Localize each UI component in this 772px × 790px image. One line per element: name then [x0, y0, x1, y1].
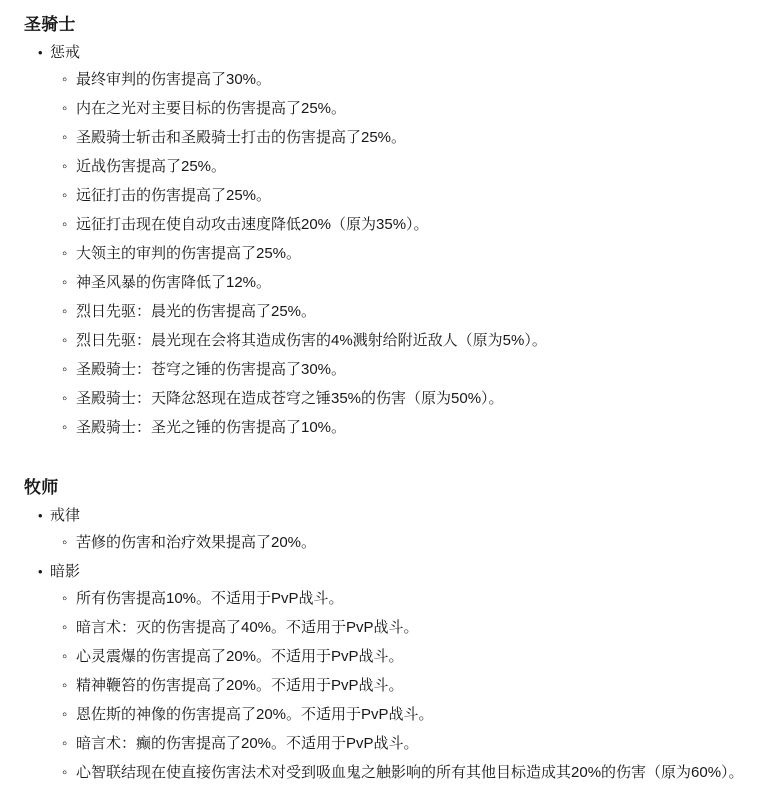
- note-text: 苦修的伤害和治疗效果提高了20%。: [76, 534, 317, 551]
- circle-bullet-icon: [62, 759, 76, 788]
- class-title: 圣骑士: [24, 15, 76, 34]
- circle-bullet-icon: [62, 529, 76, 558]
- circle-bullet-icon: [62, 153, 76, 182]
- note-text: 最终审判的伤害提高了30%。: [76, 71, 272, 88]
- circle-bullet-icon: [62, 95, 76, 124]
- note-text: 烈日先驱：晨光的伤害提高了25%。: [76, 303, 317, 320]
- circle-bullet-icon: [62, 730, 76, 759]
- circle-bullet-icon: [62, 298, 76, 327]
- spec-item: [24, 560, 756, 788]
- note-text: 心灵震爆的伤害提高了20%。不适用于PvP战斗。: [76, 648, 404, 665]
- circle-bullet-icon: [62, 356, 76, 385]
- spec-list: [24, 504, 756, 788]
- note-item: [24, 414, 756, 443]
- note-text: 所有伤害提高10%。不适用于PvP战斗。: [76, 590, 344, 607]
- spec-name-row: [24, 41, 756, 64]
- circle-bullet-icon: [62, 240, 76, 269]
- spec-list: [24, 41, 756, 443]
- note-text: 远征打击现在使自动攻击速度降低20%（原为35%）。: [76, 216, 429, 233]
- class-title: 牧师: [24, 478, 59, 497]
- spec-name: 暗影: [50, 563, 81, 580]
- note-text: 恩佐斯的神像的伤害提高了20%。不适用于PvP战斗。: [76, 706, 434, 723]
- note-item: [24, 356, 756, 385]
- section-spacer: [24, 447, 756, 473]
- note-list: [24, 66, 756, 443]
- note-item: [24, 240, 756, 269]
- note-text: 精神鞭笞的伤害提高了20%。不适用于PvP战斗。: [76, 677, 404, 694]
- note-item: [24, 327, 756, 356]
- note-text: 烈日先驱：晨光现在会将其造成伤害的4%溅射给附近敌人（原为5%）。: [76, 332, 547, 349]
- note-item: [24, 585, 756, 614]
- note-text: 心智联结现在使直接伤害法术对受到吸血鬼之触影响的所有其他目标造成其20%的伤害（原为60%）。: [76, 764, 744, 781]
- spec-name-row: [24, 560, 756, 583]
- note-item: [24, 95, 756, 124]
- note-item: [24, 614, 756, 643]
- note-item: [24, 730, 756, 759]
- note-text: 暗言术：灭的伤害提高了40%。不适用于PvP战斗。: [76, 619, 419, 636]
- circle-bullet-icon: [62, 385, 76, 414]
- note-text: 神圣风暴的伤害降低了12%。: [76, 274, 272, 291]
- note-text: 大领主的审判的伤害提高了25%。: [76, 245, 302, 262]
- circle-bullet-icon: [62, 414, 76, 443]
- disc-bullet-icon: [38, 41, 50, 64]
- note-item: [24, 153, 756, 182]
- note-item: [24, 529, 756, 558]
- note-item: [24, 124, 756, 153]
- spec-item: [24, 504, 756, 558]
- circle-bullet-icon: [62, 701, 76, 730]
- note-item: [24, 269, 756, 298]
- circle-bullet-icon: [62, 211, 76, 240]
- class-section-priest: [24, 473, 756, 788]
- note-item: [24, 701, 756, 730]
- circle-bullet-icon: [62, 614, 76, 643]
- circle-bullet-icon: [62, 269, 76, 298]
- note-item: [24, 298, 756, 327]
- note-text: 圣殿骑士：天降忿怒现在造成苍穹之锤35%的伤害（原为50%）。: [76, 390, 504, 407]
- note-item: [24, 66, 756, 95]
- spec-item: [24, 41, 756, 443]
- circle-bullet-icon: [62, 585, 76, 614]
- spec-name: 戒律: [50, 507, 81, 524]
- note-list: [24, 585, 756, 788]
- note-text: 远征打击的伤害提高了25%。: [76, 187, 272, 204]
- note-text: 圣殿骑士：苍穹之锤的伤害提高了30%。: [76, 361, 347, 378]
- circle-bullet-icon: [62, 66, 76, 95]
- note-item: [24, 211, 756, 240]
- note-text: 圣殿骑士斩击和圣殿骑士打击的伤害提高了25%。: [76, 129, 407, 146]
- class-section-paladin: [24, 10, 756, 443]
- note-text: 内在之光对主要目标的伤害提高了25%。: [76, 100, 347, 117]
- note-text: 暗言术：癫的伤害提高了20%。不适用于PvP战斗。: [76, 735, 419, 752]
- disc-bullet-icon: [38, 504, 50, 527]
- circle-bullet-icon: [62, 124, 76, 153]
- note-item: [24, 385, 756, 414]
- note-text: 圣殿骑士：圣光之锤的伤害提高了10%。: [76, 419, 347, 436]
- circle-bullet-icon: [62, 672, 76, 701]
- circle-bullet-icon: [62, 643, 76, 672]
- spec-name: 惩戒: [50, 44, 81, 61]
- circle-bullet-icon: [62, 327, 76, 356]
- note-text: 近战伤害提高了25%。: [76, 158, 227, 175]
- note-item: [24, 182, 756, 211]
- note-item: [24, 672, 756, 701]
- spec-name-row: [24, 504, 756, 527]
- note-item: [24, 759, 756, 788]
- note-item: [24, 643, 756, 672]
- note-list: [24, 529, 756, 558]
- disc-bullet-icon: [38, 560, 50, 583]
- circle-bullet-icon: [62, 182, 76, 211]
